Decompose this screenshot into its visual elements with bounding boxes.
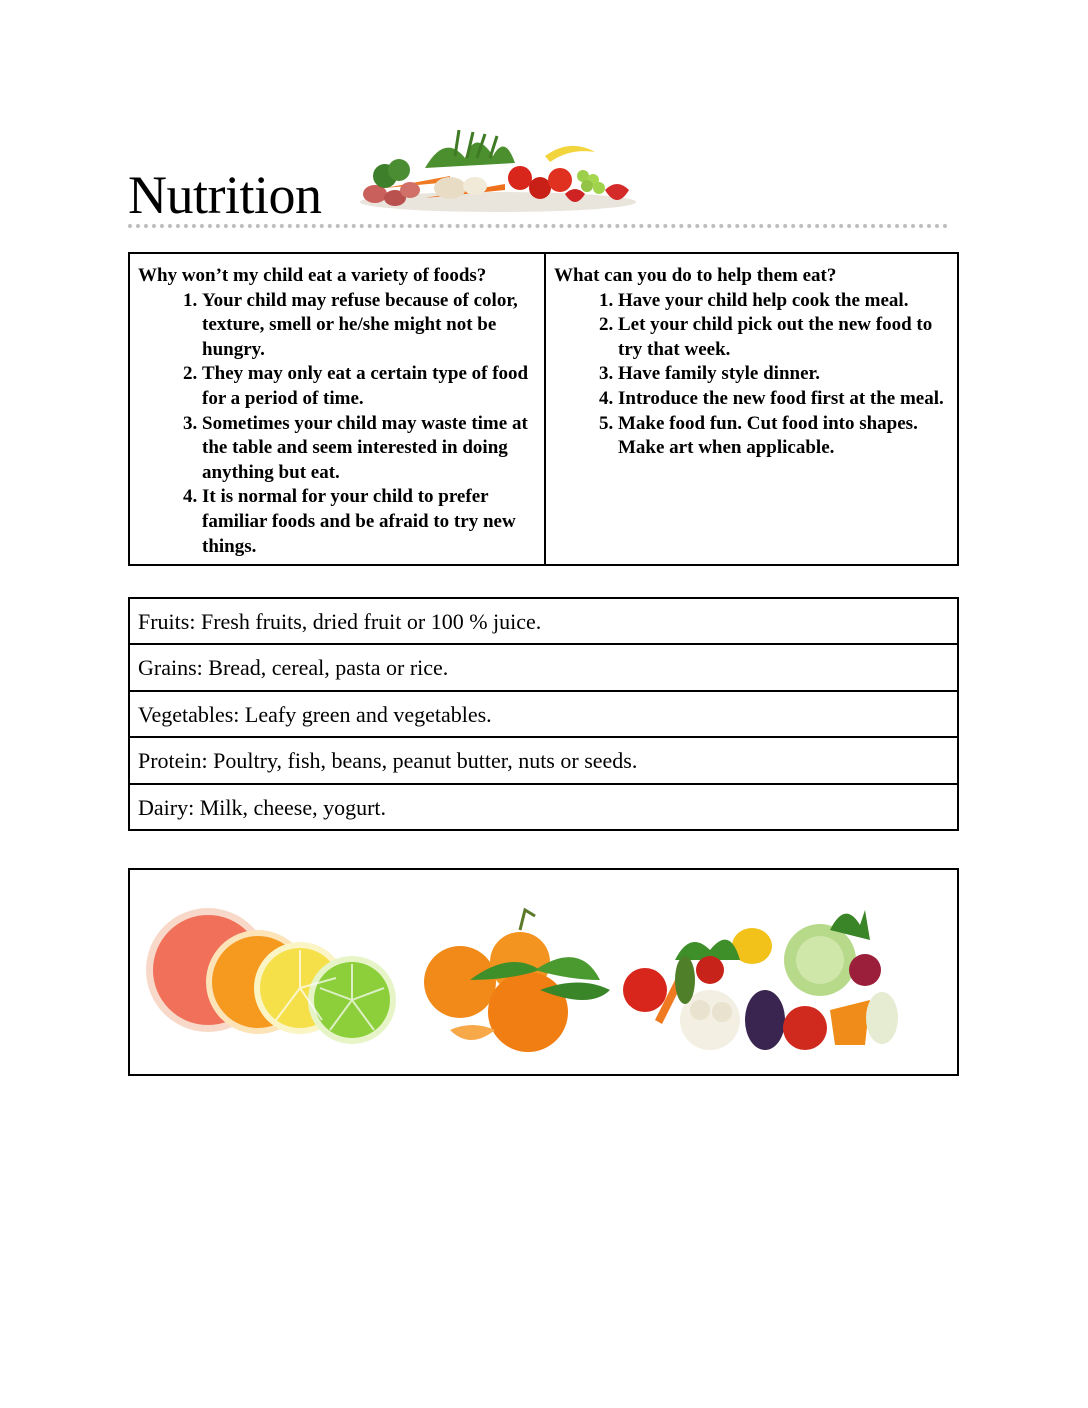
why-heading: Why won’t my child eat a variety of foods?	[138, 265, 487, 286]
produce-banner-image	[355, 128, 640, 216]
food-group-row: Fruits: Fresh fruits, dried fruit or 100 % juice.	[130, 599, 957, 645]
help-item: 1. Have your child help cook the meal.	[618, 289, 949, 314]
page-title: Nutrition	[128, 165, 322, 225]
why-item: 4. It is normal for your child to prefer familiar foods and be afraid to try new things.	[202, 485, 536, 559]
help-item: 2. Let your child pick out the new food to try that week.	[618, 313, 949, 362]
food-groups-table	[128, 597, 959, 831]
help-item: 4. Introduce the new food first at the meal.	[618, 387, 949, 412]
header-divider	[128, 224, 948, 228]
why-column	[130, 254, 546, 564]
tangerines-image	[424, 910, 610, 1052]
food-group-row: Vegetables: Leafy green and vegetables.	[130, 692, 957, 738]
why-item: 3. Sometimes your child may waste time at the table and seem interested in doing anything but eat.	[202, 412, 536, 486]
vegetables-image	[623, 910, 898, 1050]
why-list	[138, 289, 536, 560]
produce-photo-strip	[128, 868, 959, 1076]
food-group-row: Protein: Poultry, fish, beans, peanut butter, nuts or seeds.	[130, 738, 957, 784]
tips-table	[128, 252, 959, 566]
help-item: 3. Have family style dinner.	[618, 362, 949, 387]
help-item: 5. Make food fun. Cut food into shapes. Make art when applicable.	[618, 412, 949, 461]
help-list	[554, 289, 949, 461]
help-heading: What can you do to help them eat?	[554, 265, 837, 286]
help-column	[546, 254, 957, 564]
why-item: 1. Your child may refuse because of color, texture, smell or he/she might not be hungry.	[202, 289, 536, 363]
why-item: 2. They may only eat a certain type of food for a period of time.	[202, 362, 536, 411]
food-group-row: Dairy: Milk, cheese, yogurt.	[130, 785, 957, 831]
food-group-row: Grains: Bread, cereal, pasta or rice.	[130, 645, 957, 691]
citrus-slices-image	[146, 908, 396, 1044]
